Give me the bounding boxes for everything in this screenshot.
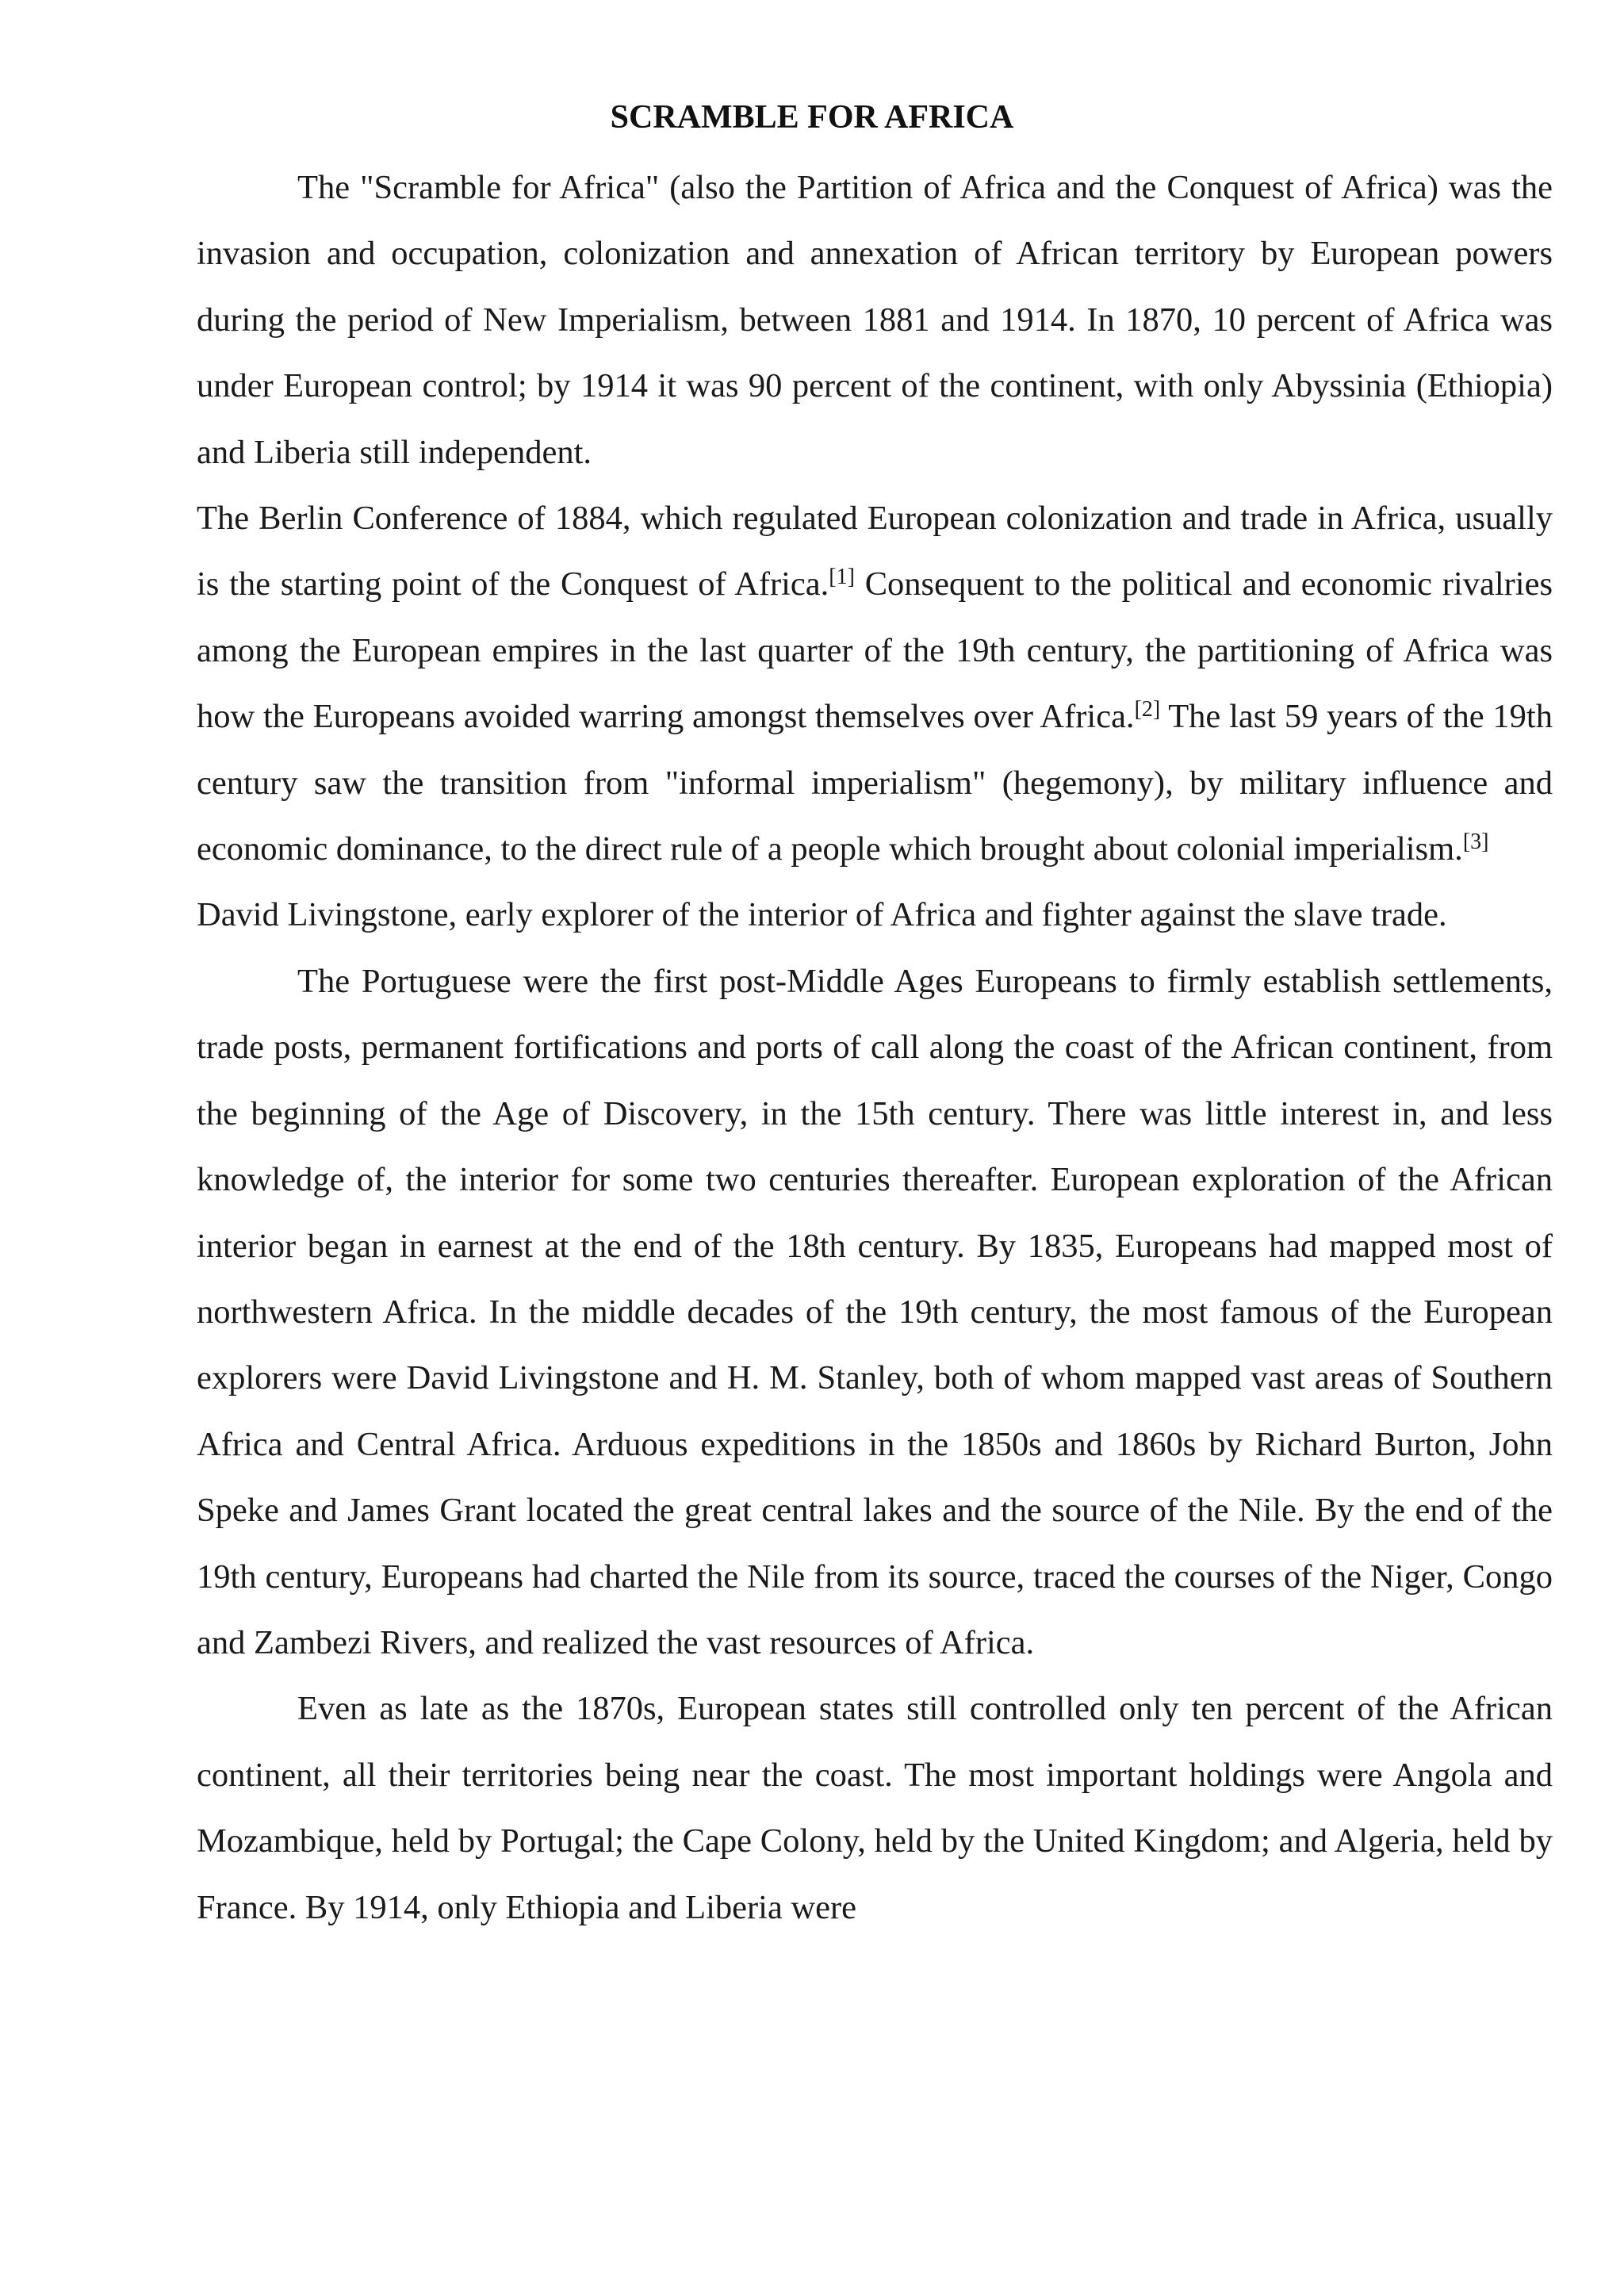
paragraph-berlin-conference [197, 485, 1553, 882]
paragraph-text: The last 59 years of the 19th century saw the transition from "informal imperialism" (hegemony), by military influence and economic dominance, to the direct rule of a people which brought about colonial imperialism. [197, 698, 1553, 868]
document-title: SCRAMBLE FOR AFRICA [610, 99, 1014, 136]
paragraph-intro [197, 155, 1553, 485]
document-body [197, 155, 1553, 1941]
paragraph-text: Even as late as the 1870s, European states still controlled only ten percent of the African continent, all their territories being near the coast. The most important holdings were Angola and Mozambique, held by Portugal; the Cape Colony, held by the United Kingdom; and Algeria, held by France. By 1914, only Ethiopia and Liberia were [197, 1690, 1553, 1926]
paragraph-late-1870s [197, 1676, 1553, 1941]
paragraph-text: David Livingstone, early explorer of the interior of Africa and fighter against the slave trade. [197, 896, 1447, 934]
footnote-ref-2[interactable]: [2] [1134, 697, 1161, 722]
paragraph-portuguese [197, 948, 1553, 1676]
footnote-ref-1[interactable]: [1] [829, 565, 855, 590]
paragraph-text: The Berlin Conference of 1884, which regulated European colonization and trade in Africa, usually is the starting point of the Conquest of Africa. [197, 500, 1553, 603]
footnote-ref-3[interactable]: [3] [1462, 829, 1489, 855]
paragraph-text: The Portuguese were the first post-Middle Ages Europeans to firmly establish settlements, trade posts, permanent fortifications and ports of call along the coast of the African continent, from the beginning of the Age of Discovery, in the 15th century. There was little interest in, and less knowledge of, the interior for some two centuries thereafter. European exploration of the African interior began in earnest at the end of the 18th century. By 1835, Europeans had mapped most of northwestern Africa. In the middle decades of the 19th century, the most famous of the European explorers were David Livingstone and H. M. Stanley, both of whom mapped vast areas of Southern Africa and Central Africa. Arduous expeditions in the 1850s and 1860s by Richard Burton, John Speke and James Grant located the great central lakes and the source of the Nile. By the end of the 19th century, Europeans had charted the Nile from its source, traced the courses of the Niger, Congo and Zambezi Rivers, and realized the vast resources of Africa. [197, 962, 1553, 1661]
paragraph-text: The "Scramble for Africa" (also the Partition of Africa and the Conquest of Africa) was the invasion and occupation, colonization and annexation of African territory by European powers during the period of New Imperialism, between 1881 and 1914. In 1870, 10 percent of Africa was under European control; by 1914 it was 90 percent of the continent, with only Abyssinia (Ethiopia) and Liberia still independent. [197, 169, 1553, 471]
paragraph-livingstone-caption [197, 882, 1553, 948]
paragraph-text: Consequent to the political and economic rivalries among the European empires in the last quarter of the 19th century, the partitioning of Africa was how the Europeans avoided warring amongst themselves over Africa. [197, 565, 1553, 736]
